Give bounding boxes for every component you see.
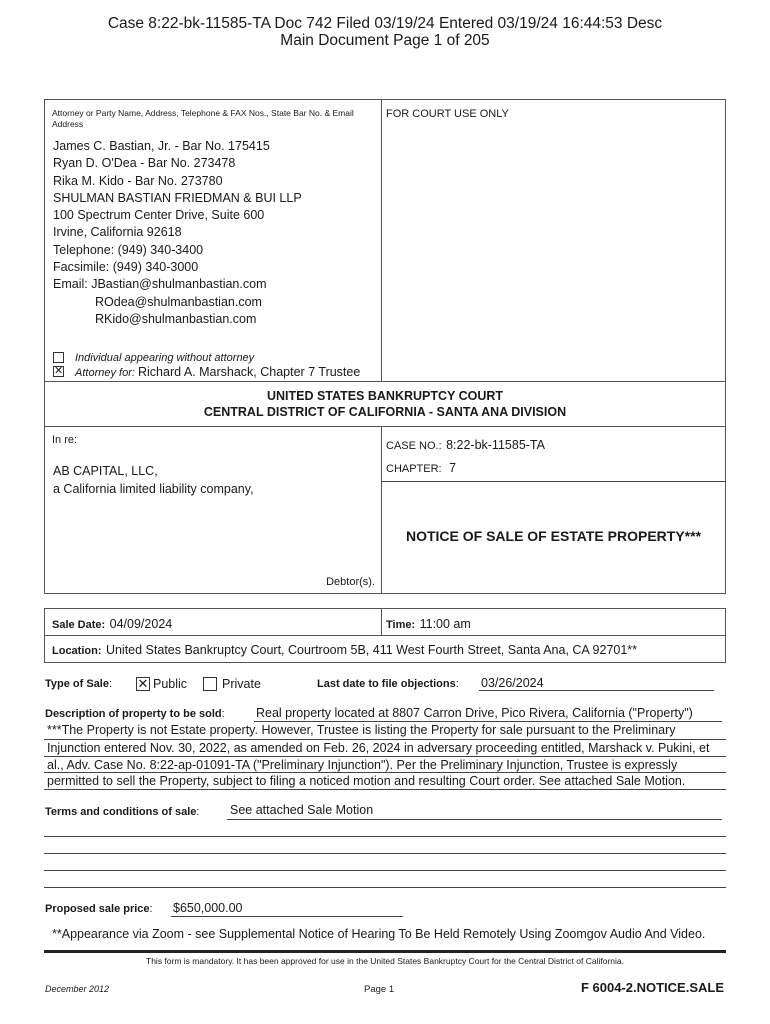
description-underline <box>254 721 722 722</box>
attorney-line: Telephone: (949) 340-3400 <box>53 242 204 257</box>
description-underline <box>44 756 726 757</box>
footer-mandatory: This form is mandatory. It has been approved for use in the United States Bankruptcy Court for the Central District of California. <box>146 956 624 966</box>
description-underline <box>44 739 726 740</box>
description-label: Description of property to be sold: <box>45 708 225 720</box>
type-of-sale-label: Type of Sale: <box>45 678 113 690</box>
attorney-line: 100 Spectrum Center Drive, Suite 600 <box>53 208 265 223</box>
location-label: Location: <box>52 645 102 657</box>
debtor-box <box>44 426 382 594</box>
footer-page: Page 1 <box>364 984 395 995</box>
sale-time-label: Time: <box>386 619 416 631</box>
terms-blank-line <box>44 836 726 837</box>
individual-checkbox[interactable] <box>53 352 64 363</box>
footer-form-id: F 6004-2.NOTICE.SALE <box>580 980 724 995</box>
chapter <box>386 459 456 477</box>
description-line-4: al., Adv. Case No. 8:22-ap-01091-TA ("Preliminary Injunction"). Per the Preliminary Injunction, Trustee is expressly <box>47 758 678 772</box>
sale-date-label: Sale Date: <box>52 619 106 631</box>
price-underline <box>171 916 403 917</box>
sale-location <box>52 641 637 659</box>
description-line-2: ***The Property is not Estate property. However, Trustee is listing the Property for sale pursuant to the Preliminary <box>47 723 676 737</box>
sale-date-value: 04/09/2024 <box>109 617 173 631</box>
in-re-label: In re: <box>52 434 78 446</box>
footer-date: December 2012 <box>45 984 110 994</box>
chapter-value: 7 <box>449 461 457 475</box>
attorney-line: Ryan D. O'Dea - Bar No. 273478 <box>53 156 236 171</box>
public-label: Public <box>153 677 188 691</box>
attorney-for-label: Attorney for: <box>75 367 135 379</box>
attorney-email-line: Email: JBastian@shulmanbastian.com <box>53 277 267 292</box>
private-label: Private <box>222 677 261 691</box>
check-mark-icon: ✕ <box>137 676 149 691</box>
case-header-line1: Case 8:22-bk-11585-TA Doc 742 Filed 03/19/24 Entered 03/19/24 16:44:53 Desc <box>107 15 663 32</box>
case-number <box>386 436 545 454</box>
debtor-label: Debtor(s). <box>326 576 375 588</box>
attorney-line: Rika M. Kido - Bar No. 273780 <box>53 173 223 188</box>
sale-date <box>52 615 172 633</box>
chapter-label: CHAPTER: <box>386 463 442 475</box>
debtor-name: AB CAPITAL, LLC, <box>53 464 158 478</box>
terms-blank-line <box>44 870 726 871</box>
description-line-3: Injunction entered Nov. 30, 2022, as amended on Feb. 26, 2024 in adversary proceeding entitled, Marshack v. Pukini, et <box>47 741 710 755</box>
attorney-line: Irvine, California 92618 <box>53 225 182 240</box>
attorney-box-label: Attorney or Party Name, Address, Telephone & FAX Nos., State Bar No. & Email Address <box>52 108 354 129</box>
court-district: CENTRAL DISTRICT OF CALIFORNIA - SANTA ANA DIVISION <box>203 405 567 419</box>
terms-blank-line <box>44 853 726 854</box>
last-date-label: Last date to file objections: <box>317 678 459 690</box>
attorney-email-line: RKido@shulmanbastian.com <box>95 311 257 326</box>
individual-label: Individual appearing without attorney <box>75 352 255 364</box>
description-underline <box>44 772 726 773</box>
footer-rule <box>44 950 726 953</box>
sale-time <box>386 615 471 633</box>
attorney-line: Facsimile: (949) 340-3000 <box>53 260 199 275</box>
attorney-info <box>53 138 302 328</box>
check-mark-icon: ✕ <box>54 365 64 377</box>
last-date-value: 03/26/2024 <box>481 676 544 690</box>
description-underline <box>44 789 726 790</box>
attorney-for <box>75 365 360 379</box>
public-checkbox[interactable] <box>136 677 150 691</box>
description-line-1: Real property located at 8807 Carron Drive, Pico Rivera, California ("Property") <box>256 706 693 720</box>
price-label: Proposed sale price: <box>45 903 153 915</box>
court-caption-box <box>44 381 726 427</box>
court-name: UNITED STATES BANKRUPTCY COURT <box>266 389 504 403</box>
attorney-line: SHULMAN BASTIAN FRIEDMAN & BUI LLP <box>53 190 302 205</box>
case-no-label: CASE NO.: <box>386 440 442 452</box>
court-use-label: FOR COURT USE ONLY <box>386 108 509 120</box>
terms-blank-line <box>44 887 726 888</box>
case-header-line2: Main Document Page 1 of 205 <box>280 32 490 49</box>
notice-title: NOTICE OF SALE OF ESTATE PROPERTY*** <box>405 528 702 544</box>
terms-label: Terms and conditions of sale: <box>45 806 200 818</box>
attorney-for-checkbox[interactable] <box>53 366 64 377</box>
terms-underline <box>227 819 722 820</box>
debtor-description: a California limited liability company, <box>53 482 254 496</box>
attorney-email-line: RОdea@shulmanbastian.com <box>95 294 262 309</box>
last-date-line <box>479 690 714 691</box>
appearance-note: **Appearance via Zoom - see Supplemental Notice of Hearing To Be Held Remotely Using Zoomgov Audio And Video. <box>52 927 706 941</box>
private-checkbox[interactable] <box>203 677 217 691</box>
case-no-value: 8:22-bk-11585-TA <box>446 438 545 452</box>
attorney-for-value: Richard A. Marshack, Chapter 7 Trustee <box>137 365 361 379</box>
description-line-5: permitted to sell the Property, subject to filing a noticed motion and resulting Court order. See attached Sale Motion. <box>47 774 686 788</box>
sale-time-value: 11:00 am <box>419 617 471 631</box>
location-value: United States Bankruptcy Court, Courtroom 5B, 411 West Fourth Street, Santa Ana, CA 92701** <box>105 643 638 657</box>
case-divider <box>381 481 726 482</box>
court-use-box <box>381 99 726 382</box>
price-value: $650,000.00 <box>173 901 243 915</box>
attorney-line: James C. Bastian, Jr. - Bar No. 175415 <box>53 139 270 153</box>
terms-value: See attached Sale Motion <box>230 803 374 817</box>
